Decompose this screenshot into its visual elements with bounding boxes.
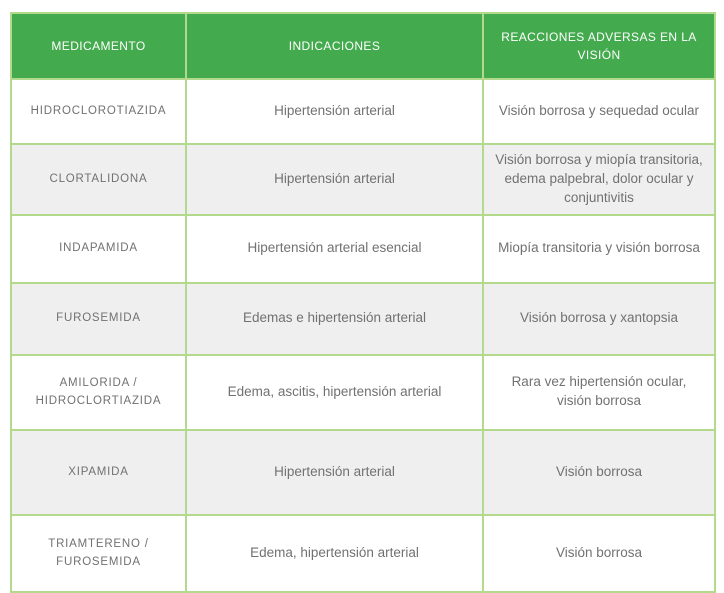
cell-indicaciones: Edemas e hipertensión arterial: [186, 283, 483, 355]
cell-medicamento: TRIAMTERENO / FUROSEMIDA: [11, 515, 186, 592]
column-header-reacciones-adversas: REACCIONES ADVERSAS EN LA VISIÓN: [483, 13, 715, 79]
cell-medicamento: FUROSEMIDA: [11, 283, 186, 355]
cell-medicamento: XIPAMIDA: [11, 430, 186, 515]
table-body: [11, 79, 715, 592]
cell-indicaciones: Hipertensión arterial esencial: [186, 215, 483, 283]
column-header-medicamento: MEDICAMENTO: [11, 13, 186, 79]
header-row: [11, 13, 715, 79]
table-row: [11, 515, 715, 592]
table-row: [11, 355, 715, 430]
cell-reacciones: Visión borrosa: [483, 430, 715, 515]
cell-reacciones: Miopía transitoria y visión borrosa: [483, 215, 715, 283]
table-row: [11, 79, 715, 144]
table-row: [11, 144, 715, 215]
column-header-indicaciones: INDICACIONES: [186, 13, 483, 79]
cell-indicaciones: Edema, ascitis, hipertensión arterial: [186, 355, 483, 430]
cell-indicaciones: Hipertensión arterial: [186, 79, 483, 144]
table-row: [11, 215, 715, 283]
table-row: [11, 430, 715, 515]
cell-indicaciones: Edema, hipertensión arterial: [186, 515, 483, 592]
cell-reacciones: Visión borrosa: [483, 515, 715, 592]
cell-reacciones: Visión borrosa y sequedad ocular: [483, 79, 715, 144]
cell-indicaciones: Hipertensión arterial: [186, 430, 483, 515]
cell-reacciones: Visión borrosa y miopía transitoria, edema palpebral, dolor ocular y conjuntivitis: [483, 144, 715, 215]
table-row: [11, 283, 715, 355]
cell-medicamento: HIDROCLOROTIAZIDA: [11, 79, 186, 144]
medications-adverse-reactions-table: [10, 12, 716, 593]
cell-reacciones: Visión borrosa y xantopsia: [483, 283, 715, 355]
cell-indicaciones: Hipertensión arterial: [186, 144, 483, 215]
cell-medicamento: INDAPAMIDA: [11, 215, 186, 283]
cell-reacciones: Rara vez hipertensión ocular, visión borrosa: [483, 355, 715, 430]
cell-medicamento: AMILORIDA / HIDROCLORTIAZIDA: [11, 355, 186, 430]
cell-medicamento: CLORTALIDONA: [11, 144, 186, 215]
